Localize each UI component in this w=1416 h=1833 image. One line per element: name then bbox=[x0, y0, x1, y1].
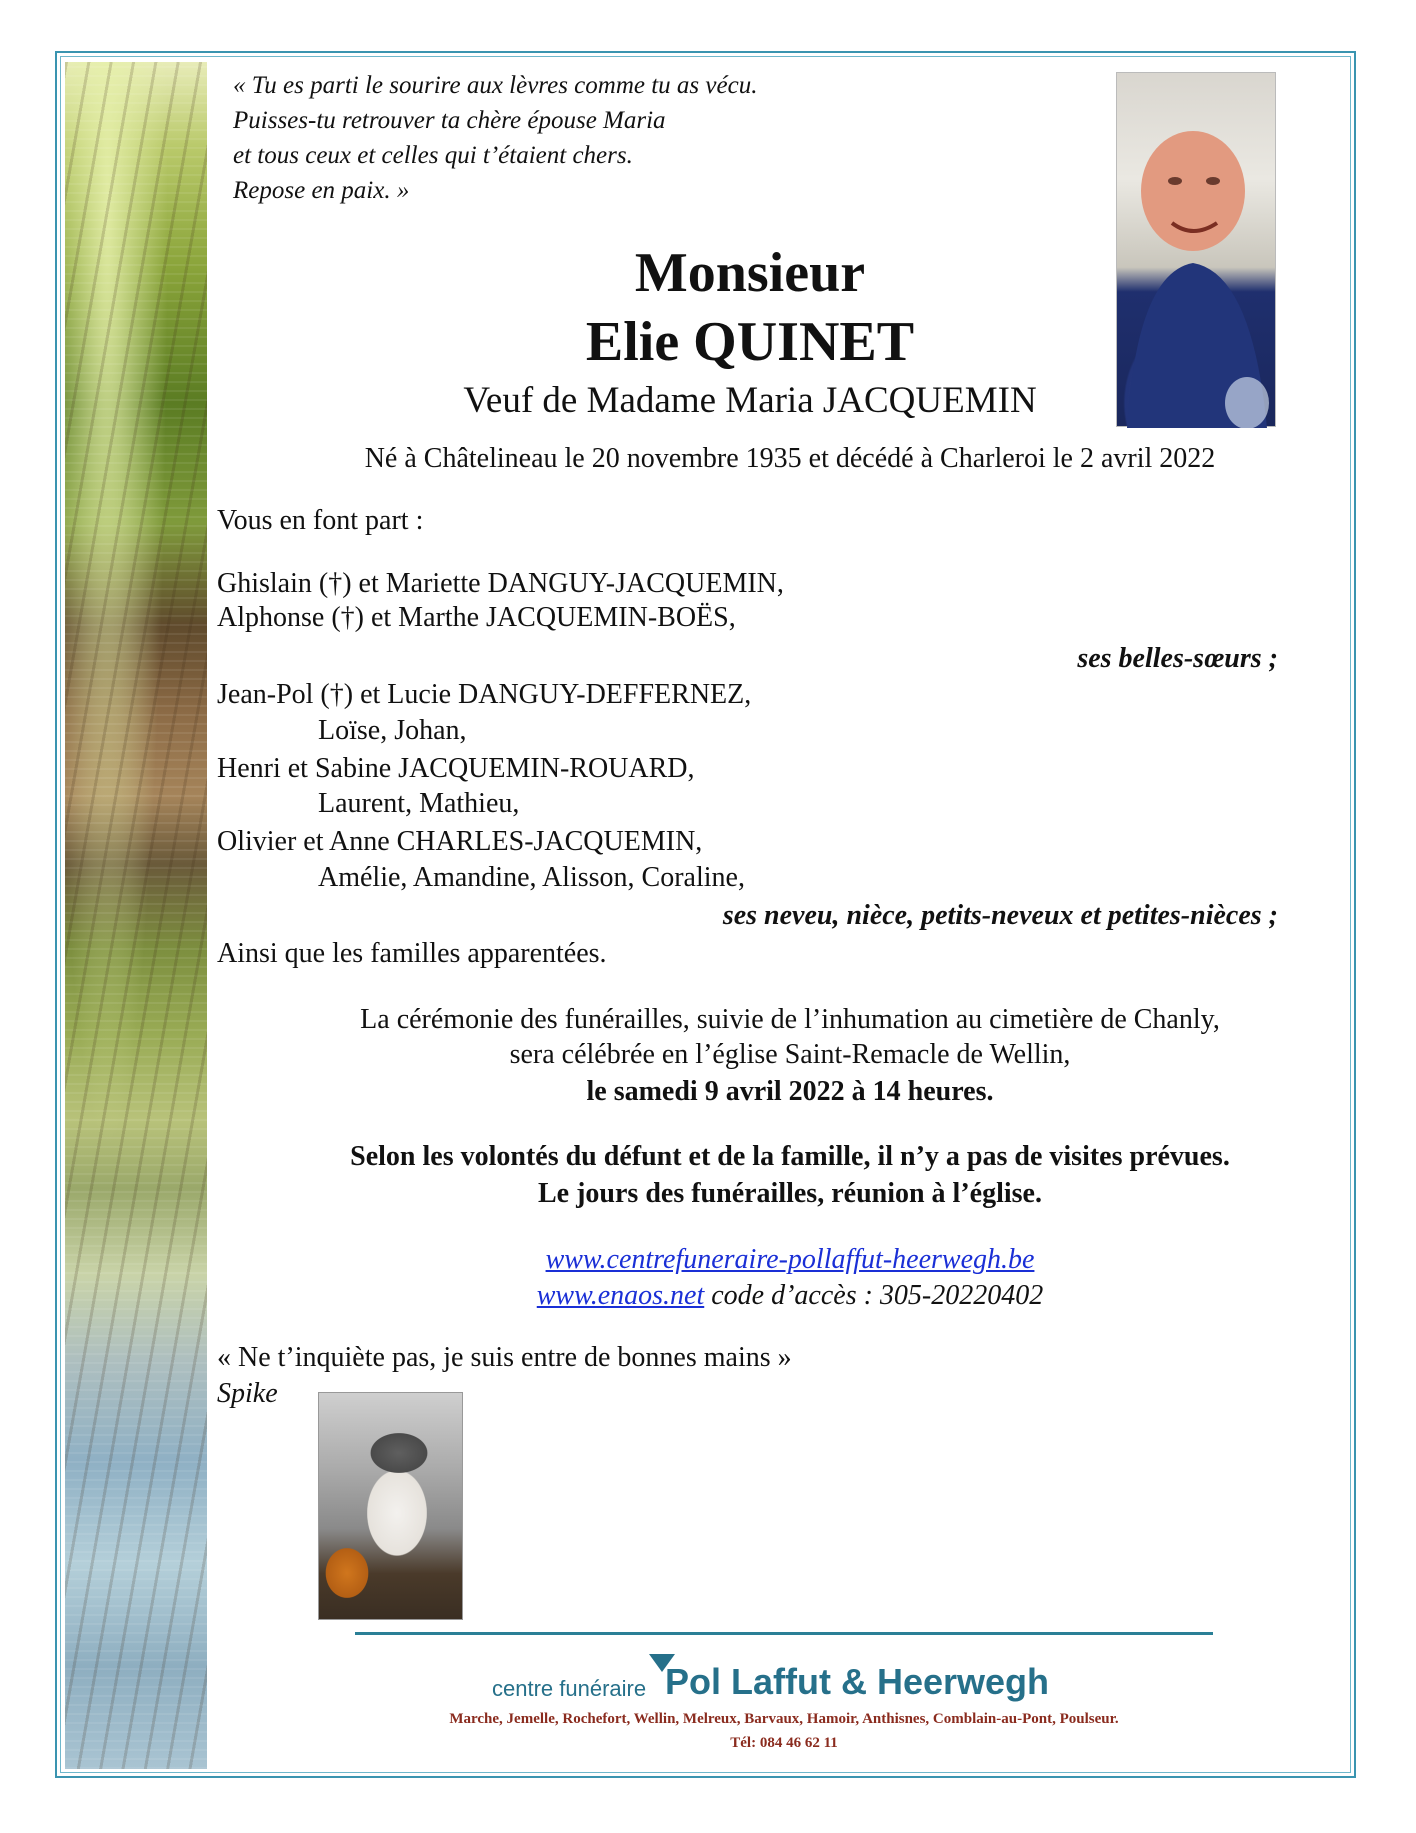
website-line bbox=[210, 1244, 1370, 1276]
quote-line: « Tu es parti le sourire aux lèvres comme tu as vécu. bbox=[233, 72, 758, 99]
dog-quote: « Ne t’inquiète pas, je suis entre de bonnes mains » bbox=[217, 1342, 792, 1373]
deceased-name: Elie QUINET bbox=[585, 311, 915, 373]
relation-nephews: ses neveu, nièce, petits-neveux et petites-nièces ; bbox=[722, 900, 1278, 931]
ceremony-line: sera célébrée en l’église Saint-Remacle de Wellin, bbox=[509, 1039, 1071, 1070]
deceased-title: Monsieur bbox=[634, 242, 866, 304]
ceremony-line: La cérémonie des funérailles, suivie de l’inhumation au cimetière de Chanly, bbox=[360, 1004, 1220, 1035]
family-line: Henri et Sabine JACQUEMIN-ROUARD, bbox=[217, 753, 695, 784]
footer-towns: Marche, Jemelle, Rochefort, Wellin, Melreux, Barvaux, Hamoir, Anthisnes, Comblain-au-Pont, Poulseur. bbox=[449, 1711, 1119, 1727]
deceased-spouse: Veuf de Madame Maria JACQUEMIN bbox=[463, 380, 1037, 421]
family-children-line: Loïse, Johan, bbox=[318, 715, 467, 746]
announcement-intro: Vous en font part : bbox=[217, 505, 424, 536]
visit-notice-line: Selon les volontés du défunt et de la famille, il n’y a pas de visites prévues. bbox=[350, 1141, 1230, 1172]
side-landscape-image bbox=[65, 62, 207, 1769]
family-line: Ghislain (†) et Mariette DANGUY-JACQUEMIN, bbox=[217, 568, 784, 599]
visit-notice-line: Le jours des funérailles, réunion à l’église. bbox=[538, 1178, 1042, 1209]
access-code: code d’accès : 305-20220402 bbox=[704, 1280, 1044, 1311]
quote-line: et tous ceux et celles qui t’étaient chers. bbox=[233, 142, 633, 169]
family-line: Olivier et Anne CHARLES-JACQUEMIN, bbox=[217, 826, 703, 857]
footer-brand-name: Pol Laffut & Heerwegh bbox=[665, 1661, 1050, 1702]
enaos-website-link[interactable]: www.enaos.net bbox=[536, 1280, 705, 1311]
quote-line: Repose en paix. » bbox=[233, 177, 410, 204]
dog-photo bbox=[318, 1392, 463, 1620]
footer-brand-small: centre funéraire bbox=[492, 1676, 647, 1701]
funeral-home-website-link[interactable]: www.centrefuneraire-pollaffut-heerwegh.be bbox=[545, 1244, 1035, 1275]
quote-line: Puisses-tu retrouver ta chère épouse Maria bbox=[233, 107, 666, 134]
family-children-line: Laurent, Mathieu, bbox=[318, 788, 520, 819]
opening-quote bbox=[233, 68, 757, 208]
footer-divider bbox=[355, 1632, 1213, 1635]
ceremony-datetime: le samedi 9 avril 2022 à 14 heures. bbox=[586, 1076, 994, 1107]
announcement-closing: Ainsi que les familles apparentées. bbox=[217, 938, 607, 969]
deceased-dates: Né à Châtelineau le 20 novembre 1935 et décédé à Charleroi le 2 avril 2022 bbox=[364, 443, 1216, 474]
family-children-line: Amélie, Amandine, Alisson, Coraline, bbox=[318, 862, 745, 893]
enaos-line bbox=[210, 1280, 1370, 1312]
family-line: Jean-Pol (†) et Lucie DANGUY-DEFFERNEZ, bbox=[217, 679, 752, 710]
footer-phone: Tél: 084 46 62 11 bbox=[730, 1735, 838, 1751]
relation-sisters-in-law: ses belles-sœurs ; bbox=[1077, 643, 1278, 674]
family-line: Alphonse (†) et Marthe JACQUEMIN-BOËS, bbox=[217, 602, 736, 633]
dog-quote-author: Spike bbox=[217, 1378, 278, 1409]
